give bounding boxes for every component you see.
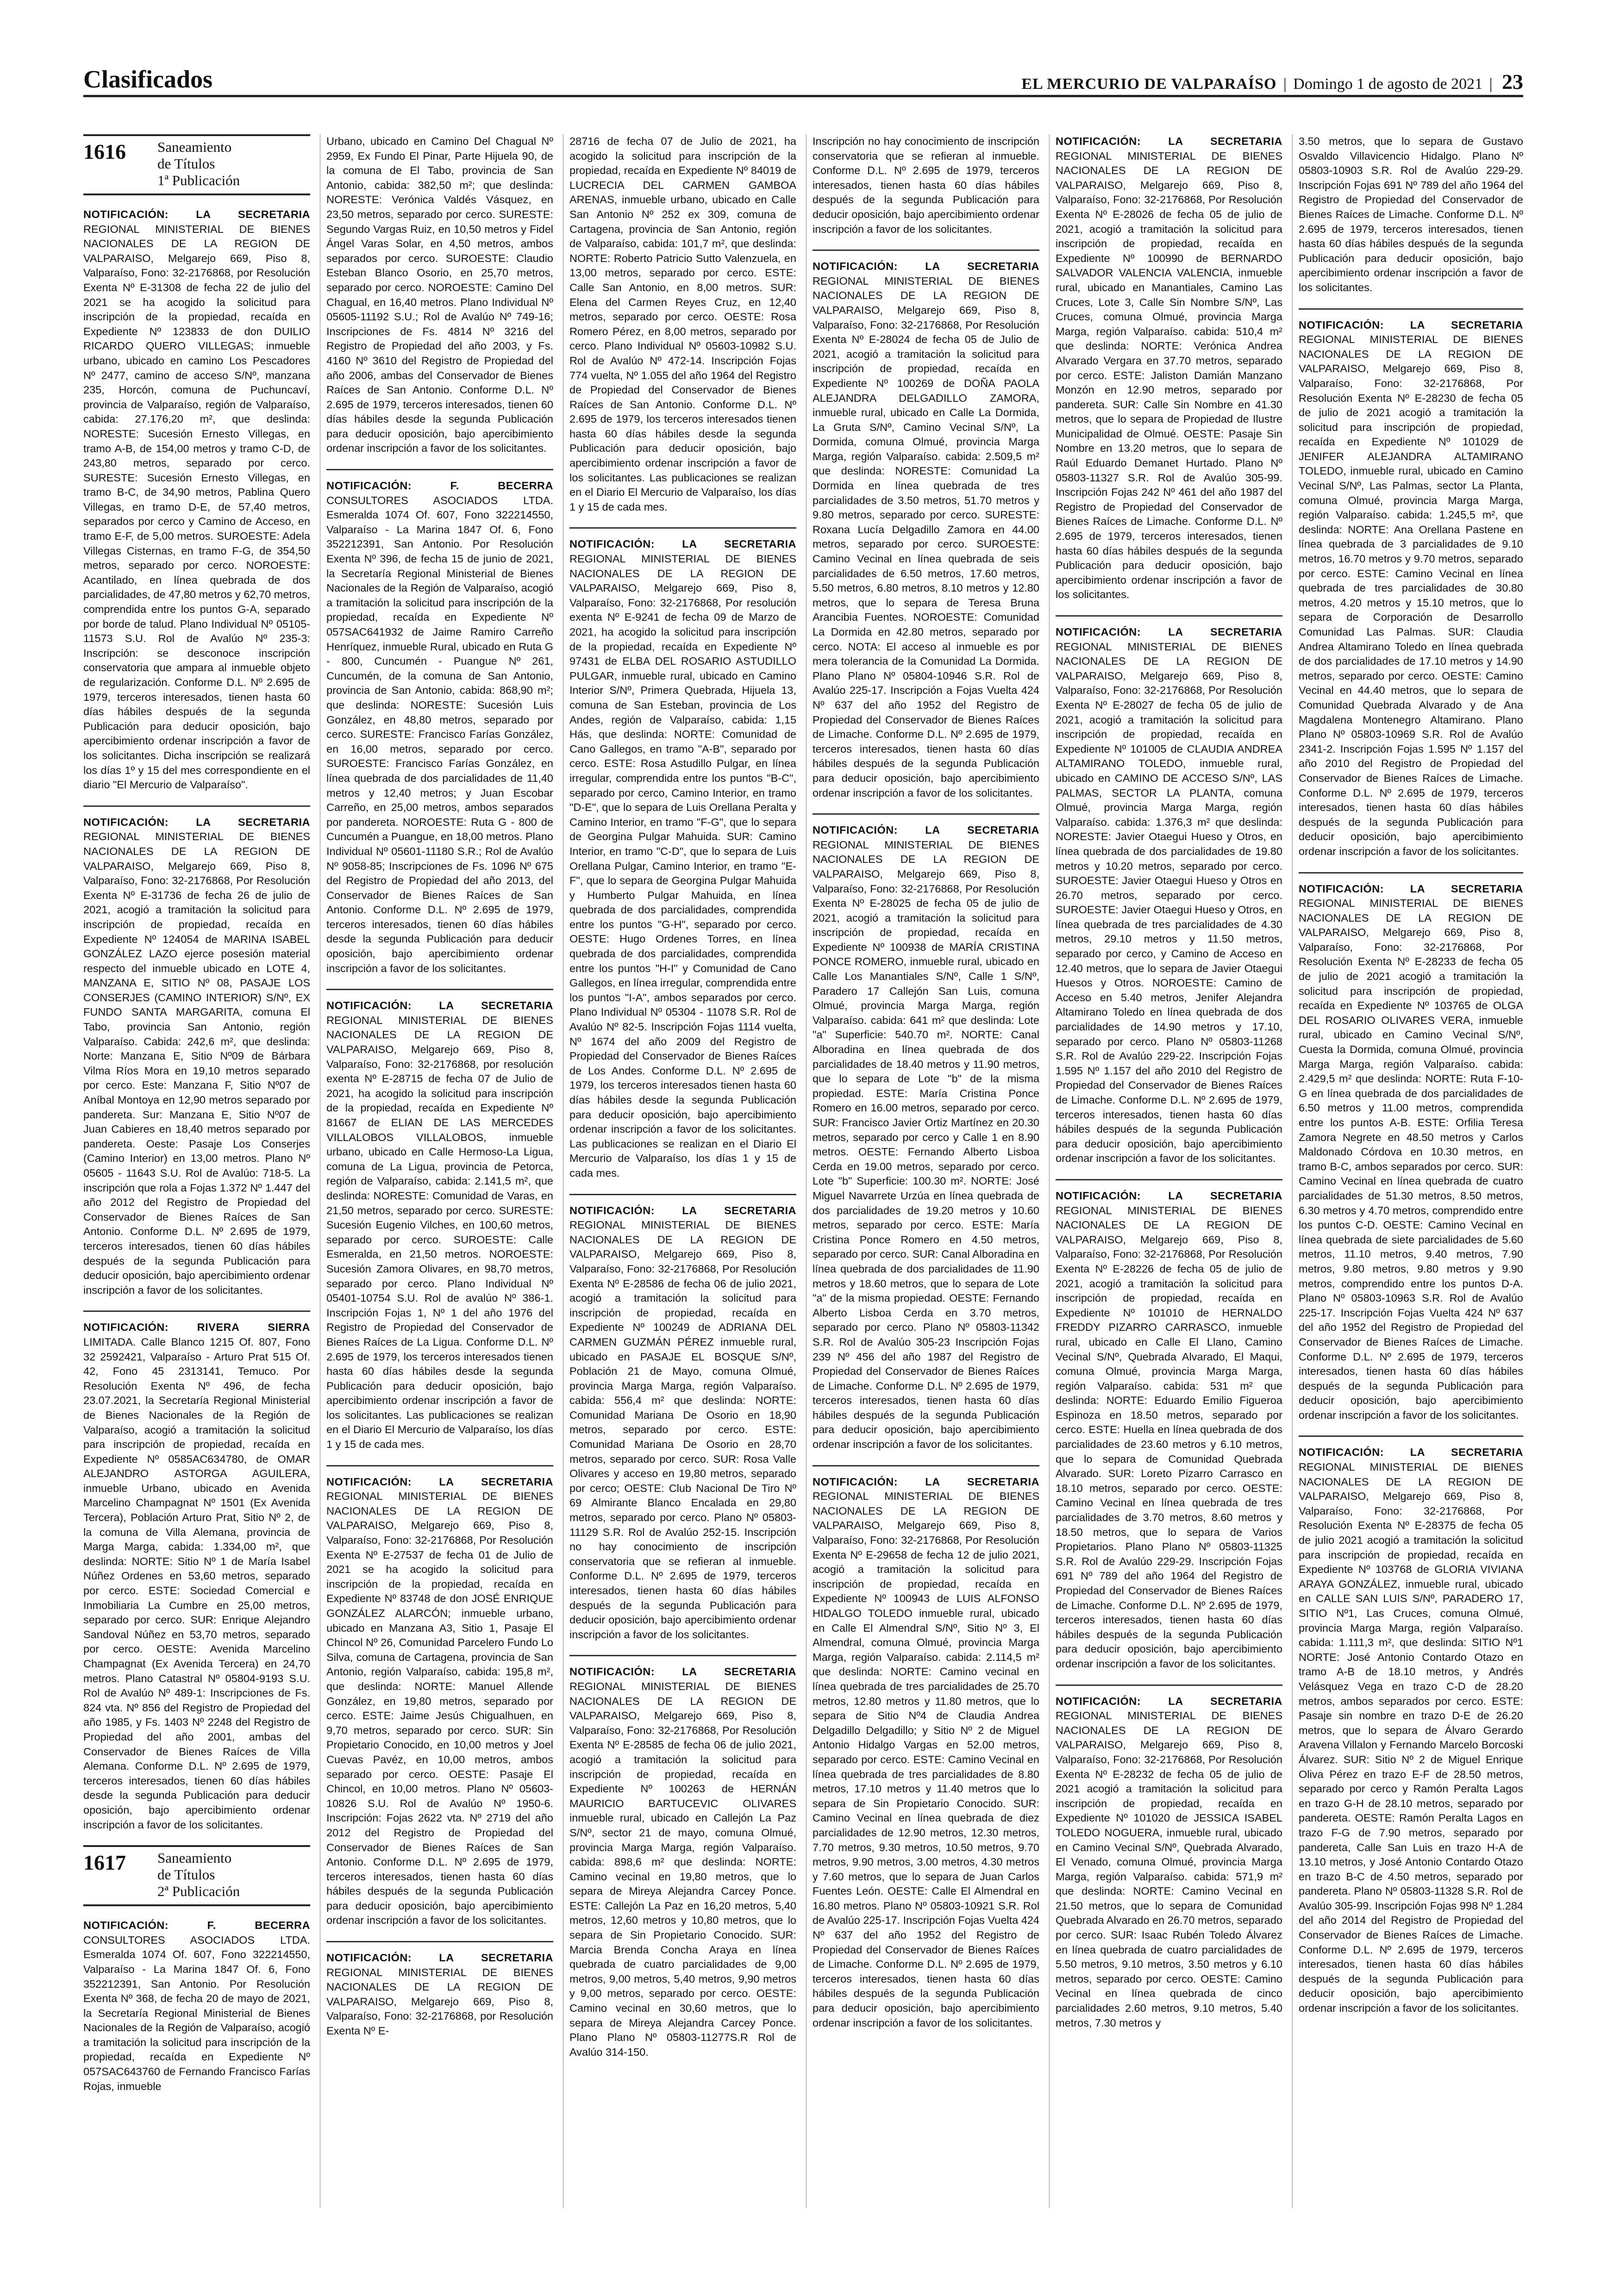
notice-heading: NOTIFICACIÓN: F. BECERRA	[326, 480, 553, 492]
notice-divider	[813, 813, 1039, 815]
legal-notice	[1056, 625, 1282, 1166]
section-title: Clasificados	[83, 65, 213, 93]
notice-heading: NOTIFICACIÓN: LA SECRETARIA	[1056, 1695, 1282, 1707]
category-title-line: de Títulos	[157, 1866, 215, 1883]
notice-heading: NOTIFICACIÓN: LA SECRETARIA	[1056, 626, 1282, 638]
notice-body: REGIONAL MINISTERIAL DE BIENES NACIONALES DE LA REGION DE VALPARAISO, Melgarejo 669, Piso 8, Valparaíso, Fono: 32-2176868, Por Resolución Exenta Nº E-28226 de fecha 05 de julio de 2021, acogió a tramitación la solicitud para inscripción de propiedad, recaída en Expediente Nº 101010 de HERNALDO FREDDY PIZARRO CARRASCO, inmueble rural, ubicado en Calle El Llano, Camino Vecinal S/Nº, Quebrada Alvarado, El Maqui, comuna Olmué, provincia Marga Marga, región Valparaíso. cabida: 531 m² que deslinda: NORTE: Eduardo Emilio Figueroa Espinoza en 18.50 metros, separado por cerco. ESTE: Huella en línea quebrada de dos parcialidades de 23.60 metros y 6.10 metros, que lo separa de Comunidad Quebrada Alvarado. SUR: Loreto Pizarro Carrasco en 18.10 metros, separado por cerco. OESTE: Camino Vecinal en línea quebrada de tres parcialidades de 3.70 metros, 8.60 metros y 18.50 metros, que lo separa de Varios Propietarios. Plano Plano Nº 05803-11325 S.R. Rol de Avalúo 229-29. Inscripción Fojas 691 Nº 789 del año 1964 del Registro de Propiedad del Conservador de Bienes Raíces de Limache. Conforme D.L. Nº 2.695 de 1979, terceros interesados, tienen hasta 60 días hábiles después de la segunda Publicación para deducir oposición, bajo apercibimiento ordenar inscripción a favor de los solicitantes.	[1056, 1204, 1282, 1670]
notice-heading: NOTIFICACIÓN: LA SECRETARIA	[83, 816, 310, 828]
notice-body: REGIONAL MINISTERIAL DE BIENES NACIONALES DE LA REGION DE VALPARAISO, Melgarejo 669, Piso 8, Valparaíso, Fono: 32-2176868, por resolución exenta Nº E-28715 de fecha 07 de Julio de 2021, ha acogido la solicitud para inscripción de la propiedad, recaída en Expediente Nº 81667 de ELIAN DE LAS MERCEDES VILLALOBOS VILLALOBOS, inmueble urbano, ubicado en Calle Hermoso-La Ligua, comuna de La Ligua, provincia de Petorca, región de Valparaíso, cabida: 2.141,5 m², que deslinda: NORESTE: Comunidad de Varas, en 21,50 metros, separado por cerco. SURESTE: Sucesión Eugenio Vilches, en 100,60 metros, separado por cerco. SUROESTE: Calle Esmeralda, en 21,50 metros. NOROESTE: Sucesión Zamora Olivares, en 98,70 metros, separado por cerco. Plano Individual Nº 05401-10754 S.U. Rol de avalúo Nº 386-1. Inscripción Fojas 1, Nº 1 del año 1976 del Registro de Propiedad del Conservador de Bienes Raíces de La Ligua. Conforme D.L. Nº 2.695 de 1979, los terceros interesados tienen hasta 60 días hábiles desde la segunda Publicación para deducir oposición, bajo apercibimiento ordenar inscripción a favor de los solicitantes. Las publicaciones se realizan en el Diario El Mercurio de Valparaíso, los días 1 y 15 de cada mes.	[326, 1014, 553, 1451]
legal-notice	[813, 823, 1039, 1452]
notice-heading: NOTIFICACIÓN: LA SECRETARIA	[1299, 882, 1523, 895]
issue-date: Domingo 1 de agosto de 2021	[1293, 75, 1483, 93]
legal-notice	[1056, 1694, 1282, 2031]
column-rule	[806, 134, 807, 2208]
legal-notice	[83, 815, 310, 1298]
legal-notice	[813, 259, 1039, 800]
page-masthead	[83, 65, 1523, 97]
legal-notice	[569, 134, 796, 514]
notice-divider	[813, 250, 1039, 251]
notice-heading: NOTIFICACIÓN: LA SECRETARIA	[569, 1666, 796, 1678]
legal-notice	[813, 134, 1039, 237]
legal-notice	[1299, 882, 1523, 1423]
notice-heading: NOTIFICACIÓN: LA SECRETARIA	[326, 1475, 553, 1488]
notice-divider	[326, 469, 553, 470]
notice-body: REGIONAL MINISTERIAL DE BIENES NACIONALES DE LA REGION DE VALPARAISO, Melgarejo 669, Piso 8, Valparaíso, Fono: 32-2176868, Por Resolución Exenta Nº E-31736 de fecha 26 de julio de 2021, acogió a tramitación la solicitud para inscripción de propiedad, recaída en Expediente Nº 124054 de MARINA ISABEL GONZÁLEZ LAZO ejerce posesión material respecto del inmueble ubicado en LOTE 4, MANZANA E, SITIO Nº 08, PASAJE LOS CONSERJES (CAMINO INTERIOR) S/Nº, EX FUNDO SANTA MARGARITA, comuna El Tabo, provincia San Antonio, región Valparaíso. Cabida: 242,6 m², que deslinda: Norte: Manzana E, Sitio Nº09 de Bárbara Vilma Ríos Mora en 19,10 metros separado por cerco. Este: Manzana F, Sitio Nº07 de Aníbal Montoya en 12,90 metros separado por pandereta. Sur: Manzana E, Sitio Nº07 de Juan Cabieres en 18,40 metros separado por pandereta. Oeste: Pasaje Los Conserjes (Camino Interior) en 13,00 metros. Plano Nº 05605 - 11643 S.U. Rol de Avalúo: 718-5. La inscripción que rola a Fojas 1.372 Nº 1.447 del año 2012 del Registro de Propiedad del Conservador de Bienes Raíces de San Antonio. Conforme D.L. Nº 2.695 de 1979, terceros interesados, tienen 60 días hábiles después de la segunda Publicación para deducir oposición, bajo apercibimiento ordenar inscripción a favor de los solicitantes.	[83, 830, 310, 1296]
notice-body: REGIONAL MINISTERIAL DE BIENES NACIONALES DE LA REGION DE VALPARAISO, Melgarejo 669, Piso 8, Valparaíso, Fono: 32-2176868, Por Resolución Exenta Nº E-28024 de fecha 05 de Julio de 2021, acogió a tramitación la solicitud para inscripción de propiedad, recaída en Expediente Nº 100269 de DOÑA PAOLA ALEJANDRA DELGADILLO ZAMORA, inmueble rural, ubicado en Calle La Dormida, La Gruta S/Nº, Camino Vecinal S/Nº, La Dormida, comuna Olmué, provincia Marga Marga, región Valparaíso. cabida: 2.509,5 m² que deslinda: NORESTE: Comunidad La Dormida en línea quebrada de tres parcialidades de 3.50 metros, 51.70 metros y 9.80 metros, separado por cerco. SURESTE: Roxana Lucía Delgadillo Zamora en 44.00 metros, separado por cerco. SUROESTE: Camino Vecinal en línea quebrada de seis parcialidades de 6.50 metros, 17.60 metros, 5.50 metros, 6.80 metros, 8.10 metros y 12.80 metros, que lo separa de Teresa Bruna Arancibia Fuentes. NOROESTE: Comunidad La Dormida en 42.80 metros, separado por cerco. NOTA: El acceso al inmueble es por mera tolerancia de la Comunidad La Dormida. Plano Plano Nº 05804-10946 S.R. Rol de Avalúo 225-17. Inscripción a Fojas Vuelta 424 Nº 637 del año 1952 del Registro de Propiedad del Conservador de Bienes Raíces de Limache. Conforme D.L. Nº 2.695 de 1979, terceros interesados, tienen hasta 60 días hábiles después de la segunda Publicación para deducir oposición, bajo apercibimiento ordenar inscripción a favor de los solicitantes.	[813, 275, 1039, 799]
column-1	[83, 134, 310, 2208]
category-title-line: Saneamiento	[157, 1850, 232, 1866]
legal-notice	[326, 1475, 553, 1928]
notice-heading: NOTIFICACIÓN: LA SECRETARIA	[813, 824, 1039, 836]
column-2	[326, 134, 553, 2208]
notice-divider	[569, 527, 796, 529]
legal-notice	[569, 537, 796, 1180]
legal-notice	[83, 1918, 310, 2094]
notice-body: REGIONAL MINISTERIAL DE BIENES NACIONALES DE LA REGION DE VALPARAISO, Melgarejo 669, Piso 8, Valparaíso, Fono: 32-2176868, por Resolución Exenta Nº E-	[326, 1966, 553, 2037]
column-5	[1056, 134, 1282, 2208]
legal-notice	[1299, 318, 1523, 859]
category-header	[83, 134, 310, 195]
masthead-separator: |	[1489, 75, 1493, 93]
notice-heading: NOTIFICACIÓN: RIVERA SIERRA	[83, 1321, 310, 1334]
column-rule	[1292, 134, 1293, 2208]
notice-body: REGIONAL MINISTERIAL DE BIENES NACIONALES DE LA REGION DE VALPARAISO, Melgarejo 669, Piso 8, Valparaíso, Fono: 32-2176868, Por Resolución Exenta Nº E-28027 de fecha 05 de julio de 2021, acogió a tramitación la solicitud para inscripción de propiedad, recaída en Expediente Nº 101005 de CLAUDIA ANDREA ALTAMIRANO TOLEDO, inmueble rural, ubicado en CAMINO DE ACCESO S/Nº, LAS PALMAS, SECTOR LA PLANTA, comuna Olmué, provincia Marga Marga, región Valparaíso. cabida: 1.376,3 m² que deslinda: NORESTE: Javier Otaegui Hueso y Otros, en línea quebrada de dos parcialidades de 19.80 metros y 10.20 metros, separado por cerco. SUROESTE: Javier Otaegui Hueso y Otros en 26.70 metros, separado por cerco. SUROESTE: Javier Otaegui Hueso y Otros, en línea quebrada de tres parcialidades de 4.30 metros, 29.10 metros y 11.50 metros, separado por cerco, y Camino de Acceso en 12.40 metros, que lo separa de Javier Otaegui Huesos y Otros. NOROESTE: Camino de Acceso en 5.40 metros, Jenifer Alejandra Altamirano Toledo en línea quebrada de dos parcialidades de 14.90 metros y 17.10, separado por cerco. Plano Nº 05803-11268 S.R. Rol de Avalúo 229-22. Inscripción Fojas 1.595 Nº 1.157 del año 2010 del Registro de Propiedad del Conservador de Bienes Raíces de Limache. Conforme D.L. Nº 2.695 de 1979, terceros interesados, tienen hasta 60 días hábiles después de la segunda Publicación para deducir oposición, bajo apercibimiento ordenar inscripción a favor de los solicitantes.	[1056, 640, 1282, 1165]
category-title-line: de Títulos	[157, 156, 215, 172]
notice-body: CONSULTORES ASOCIADOS LTDA. Esmeralda 1074 Of. 607, Fono 322214550, Valparaíso - La Marina 1847 Of. 6, Fono 352212391, San Antonio. Por Resolución Exenta Nº 368, de fecha 20 de mayo de 2021, la Secretaría Regional Ministerial de Bienes Nacionales de la Región de Valparaíso, acogió a tramitación la solicitud para inscripción de la propiedad, recaída en Expediente Nº 057SAC643760 de Fernando Francisco Farías Rojas, inmueble	[83, 1934, 310, 2092]
masthead-separator: |	[1283, 75, 1287, 93]
notice-heading: NOTIFICACIÓN: LA SECRETARIA	[326, 999, 553, 1012]
notice-body: REGIONAL MINISTERIAL DE BIENES NACIONALES DE LA REGION DE VALPARAISO, Melgarejo 669, Piso 8, Valparaíso, Fono: 32-2176868, Por Resolución Exenta Nº E-28586 de fecha 06 de julio 2021, acogió a tramitación la solicitud para inscripción de propiedad, recaída en Expediente Nº 100249 de ADRIANA DEL CARMEN GUZMÁN PÉREZ inmueble rural, ubicado en PASAJE EL BOSQUE S/Nº, Población 21 de Mayo, comuna Olmué, provincia Marga Marga, región Valparaíso. cabida: 556,4 m² que deslinda: NORTE: Comunidad Mariana De Osorio en 18,90 metros, separado por cerco. ESTE: Comunidad Mariana De Osorio en 28,70 metros, separado por cerco. SUR: Rosa Valle Olivares y acceso en 19,80 metros, separado por cerco; OESTE: Club Nacional De Tiro Nº 69 Almirante Blanco Encalada en 29,80 metros, separado por cerco. Plano Nº 05803-11129 S.R. Rol de Avalúo 252-15. Inscripción no hay conocimiento de inscripción conservatoria que se refieran al inmueble. Conforme D.L. Nº 2.695 de 1979, terceros interesados, tienen hasta 60 días hábiles después de la segunda Publicación para deducir oposición, bajo apercibimiento ordenar inscripción a favor de los solicitantes.	[569, 1219, 796, 1641]
legal-notice	[569, 1204, 796, 1642]
notice-body: REGIONAL MINISTERIAL DE BIENES NACIONALES DE LA REGION DE VALPARAISO, Melgarejo 669, Piso 8, Valparaíso, Fono: 32-2176868, Por Resolución Exenta Nº E-28026 de fecha 05 de julio de 2021, acogió a tramitación la solicitud para inscripción de propiedad, recaída en Expediente Nº 100990 de BERNARDO SALVADOR VALENCIA VALENCIA, inmueble rural, ubicado en Manantiales, Camino Las Cruces, Lote 3, Calle Sin Nombre S/Nº, Las Cruces, comuna Olmué, provincia Marga Marga, región Valparaíso. cabida: 510,4 m² que deslinda: NORTE: Verónica Andrea Alvarado Vergara en 37.70 metros, separado por cerco. ESTE: Jaliston Damián Manzano Monzón en 12.90 metros, separado por pandereta. SUR: Calle Sin Nombre en 41.30 metros, que lo separa de Propiedad de Ilustre Municipalidad de Olmué. OESTE: Pasaje Sin Nombre en 13.20 metros, que lo separa de Raúl Eduardo Demanet Hurtado. Plano Nº 05803-11327 S.R. Rol de Avalúo 305-99. Inscripción Fojas 242 Nº 461 del año 1987 del Registro de Propiedad del Conservador de Bienes Raíces de Limache. Conforme D.L. Nº 2.695 de 1979, terceros interesados, tienen hasta 60 días hábiles después de la segunda Publicación para deducir oposición, bajo apercibimiento ordenar inscripción a favor de los solicitantes.	[1056, 150, 1282, 601]
category-title-line: 2ª Publicación	[157, 1883, 240, 1900]
notice-body: REGIONAL MINISTERIAL DE BIENES NACIONALES DE LA REGION DE VALPARAISO, Melgarejo 669, Piso 8, Valparaíso, Fono: 32-2176868, Por Resolución Exenta Nº E-29658 de fecha 12 de julio 2021, acogió a tramitación la solicitud para inscripción de propiedad, recaída en Expediente Nº 100943 de LUIS ALFONSO HIDALGO TOLEDO inmueble rural, ubicado en Calle El Almendral S/Nº, Sitio Nº 3, El Almendral, comuna Olmué, provincia Marga Marga, región Valparaíso. cabida: 2.114,5 m² que deslinda: NORTE: Camino vecinal en línea quebrada de tres parcialidades de 25.70 metros, 12.80 metros y 11.80 metros, que lo separa de Sitio Nº4 de Claudia Andrea Delgadillo Delgadillo; y Sitio Nº 2 de Miguel Antonio Hidalgo Vargas en 52.00 metros, separado por cerco. ESTE: Camino Vecinal en línea quebrada de tres parcialidades de 8.80 metros, 17.10 metros y 11.40 metros que lo separa de Sin Propietario Conocido. SUR: Camino Vecinal en línea quebrada de diez parcialidades de 12.90 metros, 12.30 metros, 7.70 metros, 9.30 metros, 10.50 metros, 9.70 metros, 9.90 metros, 3.00 metros, 4.30 metros y 7.60 metros, que lo separa de Juan Carlos Fuentes León. OESTE: Calle El Almendral en 16.80 metros. Plano Nº 05803-10921 S.R. Rol de Avalúo 225-17. Inscripción Fojas Vuelta 424 Nº 637 del año 1952 del Registro de Propiedad del Conservador de Bienes Raíces de Limache. Conforme D.L. Nº 2.695 de 1979, terceros interesados, tienen hasta 60 días hábiles después de la segunda Publicación para deducir oposición, bajo apercibimiento ordenar inscripción a favor de los solicitantes.	[813, 1490, 1039, 2029]
notice-body: 3.50 metros, que lo separa de Gustavo Osvaldo Villavicencio Hidalgo. Plano Nº 05803-10903 S.R. Rol de Avalúo 229-29. Inscripción Fojas 691 Nº 789 del año 1964 del Registro de Propiedad del Conservador de Bienes Raíces de Limache. Conforme D.L. Nº 2.695 de 1979, terceros interesados, tienen hasta 60 días hábiles después de la segunda Publicación para deducir oposición, bajo apercibimiento ordenar inscripción a favor de los solicitantes.	[1299, 135, 1523, 293]
legal-notice	[1056, 1189, 1282, 1672]
notice-body: REGIONAL MINISTERIAL DE BIENES NACIONALES DE LA REGION DE VALPARAISO, Melgarejo 669, Piso 8, Valparaíso, Fono: 32-2176868, Por resolución exenta Nº E-9241 de fecha 09 de Marzo de 2021, ha acogido la solicitud para inscripción de la propiedad, recaída en Expediente Nº 97431 de ELBA DEL ROSARIO ASTUDILLO PULGAR, inmueble rural, ubicado en Camino Interior S/Nº, Primera Quebrada, Hijuela 13, comuna de San Esteban, provincia de Los Andes, región de Valparaíso, cabida: 1,15 Hás, que deslinda: NORTE: Comunidad de Cano Gallegos, en tramo "A-B", separado por cerco. ESTE: Rosa Astudillo Pulgar, en línea irregular, comprendida entre los puntos "B-C", separado por cerco, Camino Interior, en tramo "D-E", que lo separa de Luis Orellana Peralta y Camino Interior, en tramo "F-G", que lo separa de Georgina Pulgar Mahuida. SUR: Camino Interior, en tramo "C-D", que lo separa de Luis Orellana Pulgar, Camino Interior, en tramo "E-F", que lo separa de Georgina Pulgar Mahuida y Humberto Pulgar Mahuida, en línea quebrada de dos parcialidades, comprendida entre los puntos "G-H", separado por cerco. OESTE: Hugo Ordenes Torres, en línea quebrada de dos parcialidades, comprendida entre los puntos "H-I" y Comunidad de Cano Gallegos, en línea irregular, comprendida entre los puntos "I-A", ambos separados por cerco. Plano Individual Nº 05304 - 11078 S.R. Rol de Avalúo Nº 82-5. Inscripción Fojas 1114 vuelta, Nº 1674 del año 2009 del Registro de Propiedad del Conservador de Bienes Raíces de Los Andes. Conforme D.L. Nº 2.695 de 1979, los terceros interesados tienen hasta 60 días hábiles desde la segunda Publicación para deducir oposición, bajo apercibimiento ordenar inscripción a favor de los solicitantes. Las publicaciones se realizan en el Diario El Mercurio de Valparaíso, los días 1 y 15 de cada mes.	[569, 553, 796, 1179]
legal-notice	[813, 1475, 1039, 2031]
notice-divider	[326, 989, 553, 990]
category-title-line: 1ª Publicación	[157, 172, 240, 188]
category-title	[157, 1850, 240, 1900]
notice-heading: NOTIFICACIÓN: F. BECERRA	[83, 1919, 310, 1932]
notice-heading: NOTIFICACIÓN: LA SECRETARIA	[569, 538, 796, 550]
notice-body: 28716 de fecha 07 de Julio de 2021, ha acogido la solicitud para inscripción de la propiedad, recaída en Expediente Nº 84019 de LUCRECIA DEL CARMEN GAMBOA ARENAS, inmueble urbano, ubicado en Calle San Antonio Nº 252 ex 309, comuna de Cartagena, provincia de San Antonio, región de Valparaíso, cabida: 101,7 m², que deslinda: NORTE: Roberto Patricio Sutto Valenzuela, en 13,00 metros, separado por cerco. ESTE: Calle San Antonio, en 8,00 metros. SUR: Elena del Carmen Reyes Cruz, en 12,40 metros, separado por cerco. OESTE: Rosa Romero Pérez, en 8,00 metros, separado por cerco. Plano Individual Nº 05603-10982 S.U. Rol de Avalúo Nº 472-14. Inscripción Fojas 774 vuelta, Nº 1.055 del año 1964 del Registro de Propiedad del Conservador de Bienes Raíces de San Antonio. Conforme D.L. Nº 2.695 de 1979, los terceros interesados tienen hasta 60 días hábiles desde la segunda Publicación para deducir oposición, bajo apercibimiento ordenar inscripción a favor de los solicitantes. Las publicaciones se realizan en el Diario El Mercurio de Valparaíso, los días 1 y 15 de cada mes.	[569, 135, 796, 513]
legal-notice	[83, 207, 310, 792]
notice-body: REGIONAL MINISTERIAL DE BIENES NACIONALES DE LA REGION DE VALPARAISO, Melgarejo 669, Piso 8, Valparaíso, Fono: 32-2176868, Por Resolución Exenta Nº E-28232 de fecha 05 de julio de 2021 acogió a tramitación la solicitud para inscripción de propiedad, recaída en Expediente Nº 101020 de JESSICA ISABEL TOLEDO NOGUERA, inmueble rural, ubicado en Camino Vecinal S/Nº, Quebrada Alvarado, El Venado, comuna Olmué, provincia Marga Marga, región Valparaíso. cabida: 571,9 m² que deslinda: NORTE: Camino Vecinal en 21.50 metros, que lo separa de Comunidad Quebrada Alvarado en 26.70 metros, separado por cerco. SUR: Isaac Rubén Toledo Álvarez en línea quebrada de cuatro parcialidades de 5.50 metros, 9.10 metros, 3.50 metros y 6.10 metros, separado por cerco. OESTE: Camino Vecinal en línea quebrada de cinco parcialidades 2.60 metros, 9.10 metros, 5.40 metros, 7.30 metros y	[1056, 1710, 1282, 2029]
notice-body: REGIONAL MINISTERIAL DE BIENES NACIONALES DE LA REGION DE VALPARAISO, Melgarejo 669, Piso 8, Valparaíso, Fono: 32-2176868, Por Resolución Exenta Nº E-28233 de fecha 05 de julio de 2021 acogió a tramitación la solicitud para inscripción de propiedad, recaída en Expediente Nº 103765 de OLGA DEL ROSARIO OLIVARES VERA, inmueble rural, ubicado en Camino Vecinal S/Nº, Cuesta la Dormida, comuna Olmué, provincia Marga Marga, región Valparaíso. cabida: 2.429,5 m² que deslinda: NORTE: Ruta F-10-G en línea quebrada de dos parcialidades de 6.50 metros y 11.00 metros, comprendida entre los puntos A-B. ESTE: Orfilia Teresa Zamora Negrete en 48.50 metros y Carlos Maldonado Córdova en 10.30 metros, en tramo B-C, ambos separados por cerco. SUR: Camino Vecinal en línea quebrada de cuatro parcialidades de 51.30 metros, 8.50 metros, 6.30 metros y 4.70 metros, comprendido entre los puntos C-D. OESTE: Camino Vecinal en línea quebrada de siete parcialidades de 5.60 metros, 11.10 metros, 9.40 metros, 7.90 metros, 9.80 metros, 9.80 metros y 9.90 metros, comprendido entre los puntos D-A. Plano Nº 05803-10963 S.R. Rol de Avalúo 225-17. Inscripción Fojas Vuelta 424 Nº 637 del año 1952 del Registro de Propiedad del Conservador de Bienes Raíces de Limache. Conforme D.L. Nº 2.695 de 1979, terceros interesados, tienen hasta 60 días hábiles después de la segunda Publicación para deducir oposición, bajo apercibimiento ordenar inscripción a favor de los solicitantes.	[1299, 897, 1523, 1421]
notice-divider	[569, 1194, 796, 1195]
column-rule	[563, 134, 564, 2208]
category-title	[157, 139, 240, 189]
legal-notice	[326, 1951, 553, 2039]
category-code: 1617	[83, 1851, 126, 1875]
notice-body: REGIONAL MINISTERIAL DE BIENES NACIONALES DE LA REGION DE VALPARAISO, Melgarejo 669, Piso 8, Valparaíso, Fono: 32-2176868, Por Resolución Exenta Nº E-28375 de fecha 05 de julio 2021 acogió a tramitación la solicitud para inscripción de propiedad, recaída en Expediente Nº 103768 de GLORIA VIVIANA ARAYA GONZÁLEZ, inmueble rural, ubicado en CALLE SAN LUIS S/Nº, PARADERO 17, SITIO Nº1, Las Cruces, comuna Olmué, provincia Marga Marga, región Valparaíso. cabida: 1.111,3 m², que deslinda: SITIO Nº1 NORTE: José Antonio Contardo Otazo en tramo A-B de 18.10 metros, y Andrés Velásquez Vega en trazo C-D de 28.20 metros, ambos separados por cerco. ESTE: Pasaje sin nombre en trazo D-E de 26.20 metros, que lo separa de Álvaro Gerardo Aravena Villalon y Fernando Marcelo Borcoski Álvarez. SUR: Sitio Nº 2 de Miguel Enrique Oliva Pérez en trazo E-F de 28.50 metros, separado por cerco y Ramón Peralta Lagos en trazo G-H de 28.10 metros, separado por pandereta. OESTE: Ramón Peralta Lagos en trazo F-G de 7.90 metros, separado por pandereta, Calle San Luis en trazo H-A de 13.10 metros, y José Antonio Contardo Otazo en trazo B-C de 4.50 metros, separado por pandereta. Plano Nº 05803-11328 S.R. Rol de Avalúo 305-99. Inscripción Fojas 998 Nº 1.284 del año 2014 del Registro de Propiedad del Conservador de Bienes Raíces de Limache. Conforme D.L. Nº 2.695 de 1979, terceros interesados, tienen hasta 60 días hábiles después de la segunda Publicación para deducir oposición, bajo apercibimiento ordenar inscripción a favor de los solicitantes.	[1299, 1461, 1523, 2015]
notice-heading: NOTIFICACIÓN: LA SECRETARIA	[83, 208, 310, 220]
category-title-line: Saneamiento	[157, 139, 232, 155]
notice-body: REGIONAL MINISTERIAL DE BIENES NACIONALES DE LA REGION DE VALPARAISO, Melgarejo 669, Piso 8, Valparaíso, Fono: 32-2176868, Por Resolución Exenta Nº E-28230 de fecha 05 de julio de 2021 acogió a tramitación la solicitud para inscripción de propiedad, recaída en Expediente Nº 101029 de JENIFER ALEJANDRA ALTAMIRANO TOLEDO, inmueble rural, ubicado en Camino Vecinal S/Nº, Las Palmas, sector La Planta, comuna Olmué, provincia Marga Marga, región Valparaíso. cabida: 1.245,5 m², que deslinda: NORTE: Ana Orellana Pastene en línea quebrada de 3 parcialidades de 9.10 metros, 16.70 metros y 9.70 metros, separado por cerco. ESTE: Camino Vecinal en línea quebrada de tres parcialidades de 30.80 metros, 4.20 metros y 15.10 metros, que lo separa de Corporación de Desarrollo Comunidad Las Palmas. SUR: Claudia Andrea Altamirano Toledo en línea quebrada de dos parcialidades de 17.10 metros y 14.90 metros, separado por cerco. OESTE: Camino Vecinal en 44.40 metros, que lo separa de Comunidad Quebrada Alvarado y de Ana Magdalena Montenegro Altamirano. Plano Plano Nº 05803-10969 S.R. Rol de Avalúo 2341-2. Inscripción Fojas 1.595 Nº 1.157 del año 2010 del Registro de Propiedad del Conservador de Bienes Raíces de Limache. Conforme D.L. Nº 2.695 de 1979, terceros interesados, tienen hasta 60 días hábiles después de la segunda Publicación para deducir oposición, bajo apercibimiento ordenar inscripción a favor de los solicitantes.	[1299, 333, 1523, 857]
column-3	[569, 134, 796, 2208]
legal-notice	[326, 479, 553, 976]
notice-heading: NOTIFICACIÓN: LA SECRETARIA	[1056, 1189, 1282, 1202]
legal-notice	[1299, 134, 1523, 295]
notice-heading: NOTIFICACIÓN: LA SECRETARIA	[326, 1952, 553, 1964]
notice-divider	[1299, 308, 1523, 310]
legal-notice	[83, 1320, 310, 1832]
notice-body: REGIONAL MINISTERIAL DE BIENES NACIONALES DE LA REGION DE VALPARAISO, Melgarejo 669, Piso 8, Valparaíso, Fono: 32-2176868, Por Resolución Exenta Nº E-27537 de fecha 01 de Julio de 2021 se ha acogido la solicitud para inscripción de la propiedad, recaída en Expediente Nº 83748 de don JOSÉ ENRIQUE GONZÁLEZ ALARCÓN; inmueble urbano, ubicado en Manzana A3, Sitio 1, Pasaje El Chincol Nº 26, Comunidad Parcelero Fundo Lo Silva, comuna de Cartagena, provincia de San Antonio, región Valparaíso, cabida: 195,8 m², que deslinda: NORTE: Manuel Allende González, en 19,80 metros, separado por cerco. ESTE: Jaime Jesús Chigualhuen, en 9,70 metros, separado por cerco. SUR: Sin Propietario Conocido, en 10,00 metros y Joel Cuevas Pavéz, en 10,00 metros, ambos separado por cerco. OESTE: Pasaje El Chincol, en 10,00 metros. Plano Nº 05603-10826 S.U. Rol de Avalúo Nº 1950-6. Inscripción: Fojas 2622 vta. Nº 2719 del año 2012 del Registro de Propiedad del Conservador de Bienes Raíces de San Antonio. Conforme D.L. Nº 2.695 de 1979, terceros interesados, tienen hasta 60 días hábiles después de la segunda Publicación para deducir oposición, bajo apercibimiento ordenar inscripción a favor de los solicitantes.	[326, 1490, 553, 1927]
notice-divider	[1299, 1435, 1523, 1437]
notice-divider	[1056, 615, 1282, 617]
column-rule	[319, 134, 321, 2208]
legal-notice	[1056, 134, 1282, 602]
category-header	[83, 1845, 310, 1906]
notice-heading: NOTIFICACIÓN: LA SECRETARIA	[1056, 135, 1282, 147]
notice-divider	[1056, 1685, 1282, 1686]
legal-notice	[326, 998, 553, 1452]
notice-body: REGIONAL MINISTERIAL DE BIENES NACIONALES DE LA REGION DE VALPARAISO, Melgarejo 669, Piso 8, Valparaíso, Fono: 32-2176868, Por Resolución Exenta Nº E-28585 de fecha 06 de julio 2021, acogió a tramitación la solicitud para inscripción de propiedad, recaída en Expediente Nº 100263 de HERNÁN MAURICIO BARTUCEVIC OLIVARES inmueble rural, ubicado en Callejón La Paz S/Nº, sector 21 de mayo, comuna Olmué, provincia Marga Marga, región Valparaíso. cabida: 898,6 m² que deslinda: NORTE: Camino vecinal en 19,80 metros, que lo separa de Mireya Alejandra Carcey Ponce. ESTE: Callejón La Paz en 16,20 metros, 5,40 metros, 12,60 metros y 10,80 metros, que lo separa de Sin Propietario Conocido. SUR: Marcia Brenda Concha Araya en línea quebrada de cuatro parcialidades de 9,00 metros, 9,00 metros, 5,40 metros, 9,90 metros y 9,00 metros, separado por cerco. OESTE: Camino vecinal en 30,60 metros, que lo separa de Mireya Alejandra Carcey Ponce. Plano Plano Nº 05803-11277S.R Rol de Avalúo 314-150.	[569, 1680, 796, 2058]
notice-divider	[569, 1655, 796, 1656]
legal-notice	[569, 1665, 796, 2059]
notice-divider	[1056, 1179, 1282, 1180]
notice-divider	[83, 1310, 310, 1312]
legal-notice	[1299, 1445, 1523, 2015]
newspaper-name: EL MERCURIO DE VALPARAÍSO	[1021, 75, 1277, 93]
notice-body: Urbano, ubicado en Camino Del Chagual Nº 2959, Ex Fundo El Pinar, Parte Hijuela 90, de la comuna de El Tabo, provincia de San Antonio, cabida: 382,50 m²; que deslinda: NORESTE: Verónica Valdés Vásquez, en 23,50 metros, separado por cerco. SURESTE: Segundo Vargas Ruiz, en 10,50 metros y Fidel Ángel Varas Solar, en 4,50 metros, ambos separados por cerco. SUROESTE: Claudio Esteban Blanco Osorio, en 25,70 metros, separado por cerco. NOROESTE: Camino Del Chagual, en 16,40 metros. Plano Individual Nº 05605-11192 S.U.; Rol de Avalúo Nº 749-16; Inscripciones de Fs. 4814 Nº 3216 del Registro de Propiedad del año 2003, y Fs. 4160 Nº 3610 del Registro de Propiedad del año 2006, ambas del Conservador de Bienes Raíces de San Antonio. Conforme D.L. Nº 2.695 de 1979, terceros interesados, tienen 60 días hábiles desde la segunda Publicación para deducir oposición, bajo apercibimiento ordenar inscripción a favor de los solicitantes.	[326, 135, 553, 455]
notice-divider	[326, 1465, 553, 1466]
notice-divider	[83, 805, 310, 807]
notice-divider	[813, 1465, 1039, 1466]
notice-heading: NOTIFICACIÓN: LA SECRETARIA	[1299, 1446, 1523, 1459]
masthead-info	[1021, 69, 1523, 94]
notice-body: LIMITADA. Calle Blanco 1215 Of. 807, Fono 32 2592421, Valparaíso - Arturo Prat 515 Of. 42, Fono 45 2313141, Temuco. Por Resolución Exenta Nº 496, de fecha 23.07.2021, la Secretaría Regional Ministerial de Bienes Nacionales de la Región de Valparaíso, acogió a tramitación la solicitud para inscripción de propiedad, recaída en Expediente Nº 0585AC634780, de OMAR ALEJANDRO ASTORGA AGUILERA, inmueble Urbano, ubicado en Avenida Marcelino Champagnat Nº 1501 (Ex Avenida Tercera), Población Arturo Prat, Sitio Nº 2, de la comuna de Villa Alemana, provincia de Marga Marga, cabida: 1.334,00 m², que deslinda: NORTE: Sitio Nº 1 de María Isabel Núñez Ordenes en 53,60 metros, separado por cerco. ESTE: Sociedad Comercial e Inmobiliaria La Cumbre en 25,00 metros, separado por cerco. SUR: Enrique Alejandro Sandoval Núñez en 53,70 metros, separado por cerco. OESTE: Avenida Marcelino Champagnat (Ex Avenida Tercera) en 24,70 metros. Plano Catastral Nº 05804-9193 S.U. Rol de Avalúo Nº 489-1: Inscripciones de Fs. 824 vta. Nº 856 del Registro de Propiedad del año 1985, y Fs. 1403 Nº 2248 del Registro de Propiedad del año 2001, ambas del Conservador de Bienes Raíces de Villa Alemana. Conforme D.L. Nº 2.695 de 1979, terceros interesados, tienen 60 días hábiles desde la segunda Publicación para deducir oposición, bajo apercibimiento ordenar inscripción a favor de los solicitantes.	[83, 1335, 310, 1831]
notice-heading: NOTIFICACIÓN: LA SECRETARIA	[569, 1204, 796, 1217]
page-number: 23	[1502, 70, 1523, 94]
notice-body: REGIONAL MINISTERIAL DE BIENES NACIONALES DE LA REGION DE VALPARAISO, Melgarejo 669, Piso 8, Valparaíso, Fono: 32-2176868, Por Resolución Exenta Nº E-28025 de fecha 05 de julio de 2021, acogió a tramitación la solicitud para inscripción de propiedad, recaída en Expediente Nº 100938 de MARÍA CRISTINA PONCE ROMERO, inmueble rural, ubicado en Calle Los Manantiales S/Nº, Calle 1 S/Nº, Paradero 17 Callejón San Luis, comuna Olmué, provincia Marga Marga, región Valparaíso. cabida: 641 m² que deslinda: Lote "a" Superficie: 540.70 m². NORTE: Canal Alboradina en línea quebrada de dos parcialidades de 18.40 metros y 11.90 metros, que lo separa de Lote "b" de la misma propiedad. ESTE: María Cristina Ponce Romero en 16.00 metros, separado por cerco. SUR: Francisco Javier Ortiz Martínez en 20.30 metros, separado por cerco y Calle 1 en 8.90 metros. OESTE: Fernando Alberto Lisboa Cerda en 19.00 metros, separado por cerco. Lote "b" Superficie: 100.30 m². NORTE: José Miguel Navarrete Urzúa en línea quebrada de dos parcialidades de 19.20 metros y 10.60 metros, separado por cerco. ESTE: María Cristina Ponce Romero en 4.50 metros, separado por cerco. SUR: Canal Alboradina en línea quebrada de dos parcialidades de 11.90 metros y 18.60 metros, que lo separa de Lote "a" de la misma propiedad. OESTE: Fernando Alberto Lisboa Cerda en 3.70 metros, separado por cerco. Plano Nº 05803-11342 S.R. Rol de Avalúo 305-23 Inscripción Fojas 239 Nº 456 del año 1987 del Registro de Propiedad del Conservador de Bienes Raíces de Limache. Conforme D.L. Nº 2.695 de 1979, terceros interesados, tienen hasta 60 días hábiles después de la segunda Publicación para deducir oposición, bajo apercibimiento ordenar inscripción a favor de los solicitantes.	[813, 838, 1039, 1451]
notice-divider	[326, 1941, 553, 1942]
notice-body: Inscripción no hay conocimiento de inscripción conservatoria que se refieran al inmueble. Conforme D.L. Nº 2.695 de 1979, terceros interesados, tienen hasta 60 días hábiles después de la segunda Publicación para deducir oposición, bajo apercibimiento ordenar inscripción a favor de los solicitantes.	[813, 135, 1039, 235]
column-6	[1299, 134, 1523, 2208]
notice-heading: NOTIFICACIÓN: LA SECRETARIA	[813, 260, 1039, 273]
notice-body: CONSULTORES ASOCIADOS LTDA. Esmeralda 1074 Of. 607, Fono 322214550, Valparaíso - La Marina 1847 Of. 6, Fono 352212391, San Antonio. Por Resolución Exenta Nº 396, de fecha 15 de junio de 2021, la Secretaría Regional Ministerial de Bienes Nacionales de la Región de Valparaíso, acogió a tramitación la solicitud para inscripción de la propiedad, recaída en Expediente Nº 057SAC641932 de Jaime Ramiro Carreño Henríquez, inmueble Rural, ubicado en Ruta G - 800, Cuncumén - Puangue Nº 261, Cuncumén, de la comuna de San Antonio, provincia de San Antonio, cabida: 868,90 m²; que deslinda: NORESTE: Sucesión Luis González, en 48,80 metros, separado por cerco. SURESTE: Francisco Farías González, en 16,00 metros, separado por cerco. SUROESTE: Francisco Farías González, en línea quebrada de dos parcialidades de 11,40 metros y 12,40 metros; y Juan Escobar Carreño, en 25,00 metros, ambos separados por pandereta. NOROESTE: Ruta G - 800 de Cuncumén a Puangue, en 18,00 metros. Plano Individual Nº 05601-11180 S.R.; Rol de Avalúo Nº 9058-85; Inscripciones de Fs. 1096 Nº 675 del Registro de Propiedad del año 2013, del Conservador de Bienes Raíces de San Antonio. Conforme D.L. Nº 2.695 de 1979, terceros interesados, tienen 60 días hábiles desde la segunda Publicación para deducir oposición, bajo apercibimiento ordenar inscripción a favor de los solicitantes.	[326, 494, 553, 974]
notice-heading: NOTIFICACIÓN: LA SECRETARIA	[813, 1475, 1039, 1488]
notice-body: REGIONAL MINISTERIAL DE BIENES NACIONALES DE LA REGION DE VALPARAISO, Melgarejo 669, Piso 8, Valparaíso, Fono: 32-2176868, por Resolución Exenta Nº E-31308 de fecha 22 de julio del 2021 se ha acogido la solicitud para inscripción de la propiedad, recaída en Expediente Nº 123833 de don DUILIO RICARDO QUERO VILLEGAS; inmueble urbano, ubicado en camino Los Pescadores Nº 2477, camino de acceso S/Nº, manzana 235, Horcón, comuna de Puchuncaví, provincia de Valparaíso, región de Valparaíso, cabida: 27.176,20 m², que deslinda: NORESTE: Sucesión Ernesto Villegas, en tramo A-B, de 154,00 metros y tramo C-D, de 243,80 metros, separado por cerco. SURESTE: Sucesión Ernesto Villegas, en tramo B-C, de 34,90 metros, Pablina Quero Villegas, en tramo D-E, de 57,40 metros, separados por cerco y Camino de Acceso, en tramo E-F, de 5,00 metros. SUROESTE: Adela Villegas Cisternas, en tramo F-G, de 354,50 metros, separado por cerco. NOROESTE: Acantilado, en línea quebrada de dos parcialidades, de 47,80 metros y 62,70 metros, comprendida entre los puntos G-A, separado por borde de talud. Plano Individual Nº 05105-11573 S.U. Rol de Avalúo Nº 235-3: Inscripción: se desconoce inscripción conservatoria que ampara al inmueble objeto de regularización. Conforme D.L. Nº 2.695 de 1979, terceros interesados, tienen hasta 60 días hábiles después de la segunda Publicación para deducir oposición, bajo apercibimiento ordenar inscripción a favor de los solicitantes. Dicha inscripción se realizará los días 1º y 15 del mes correspondiente en el diario "El Mercurio de Valparaíso".	[83, 223, 310, 791]
category-code: 1616	[83, 140, 126, 163]
column-4	[813, 134, 1039, 2208]
column-rule	[1049, 134, 1050, 2208]
notice-heading: NOTIFICACIÓN: LA SECRETARIA	[1299, 318, 1523, 331]
legal-notice	[326, 134, 553, 456]
notice-divider	[1299, 872, 1523, 873]
